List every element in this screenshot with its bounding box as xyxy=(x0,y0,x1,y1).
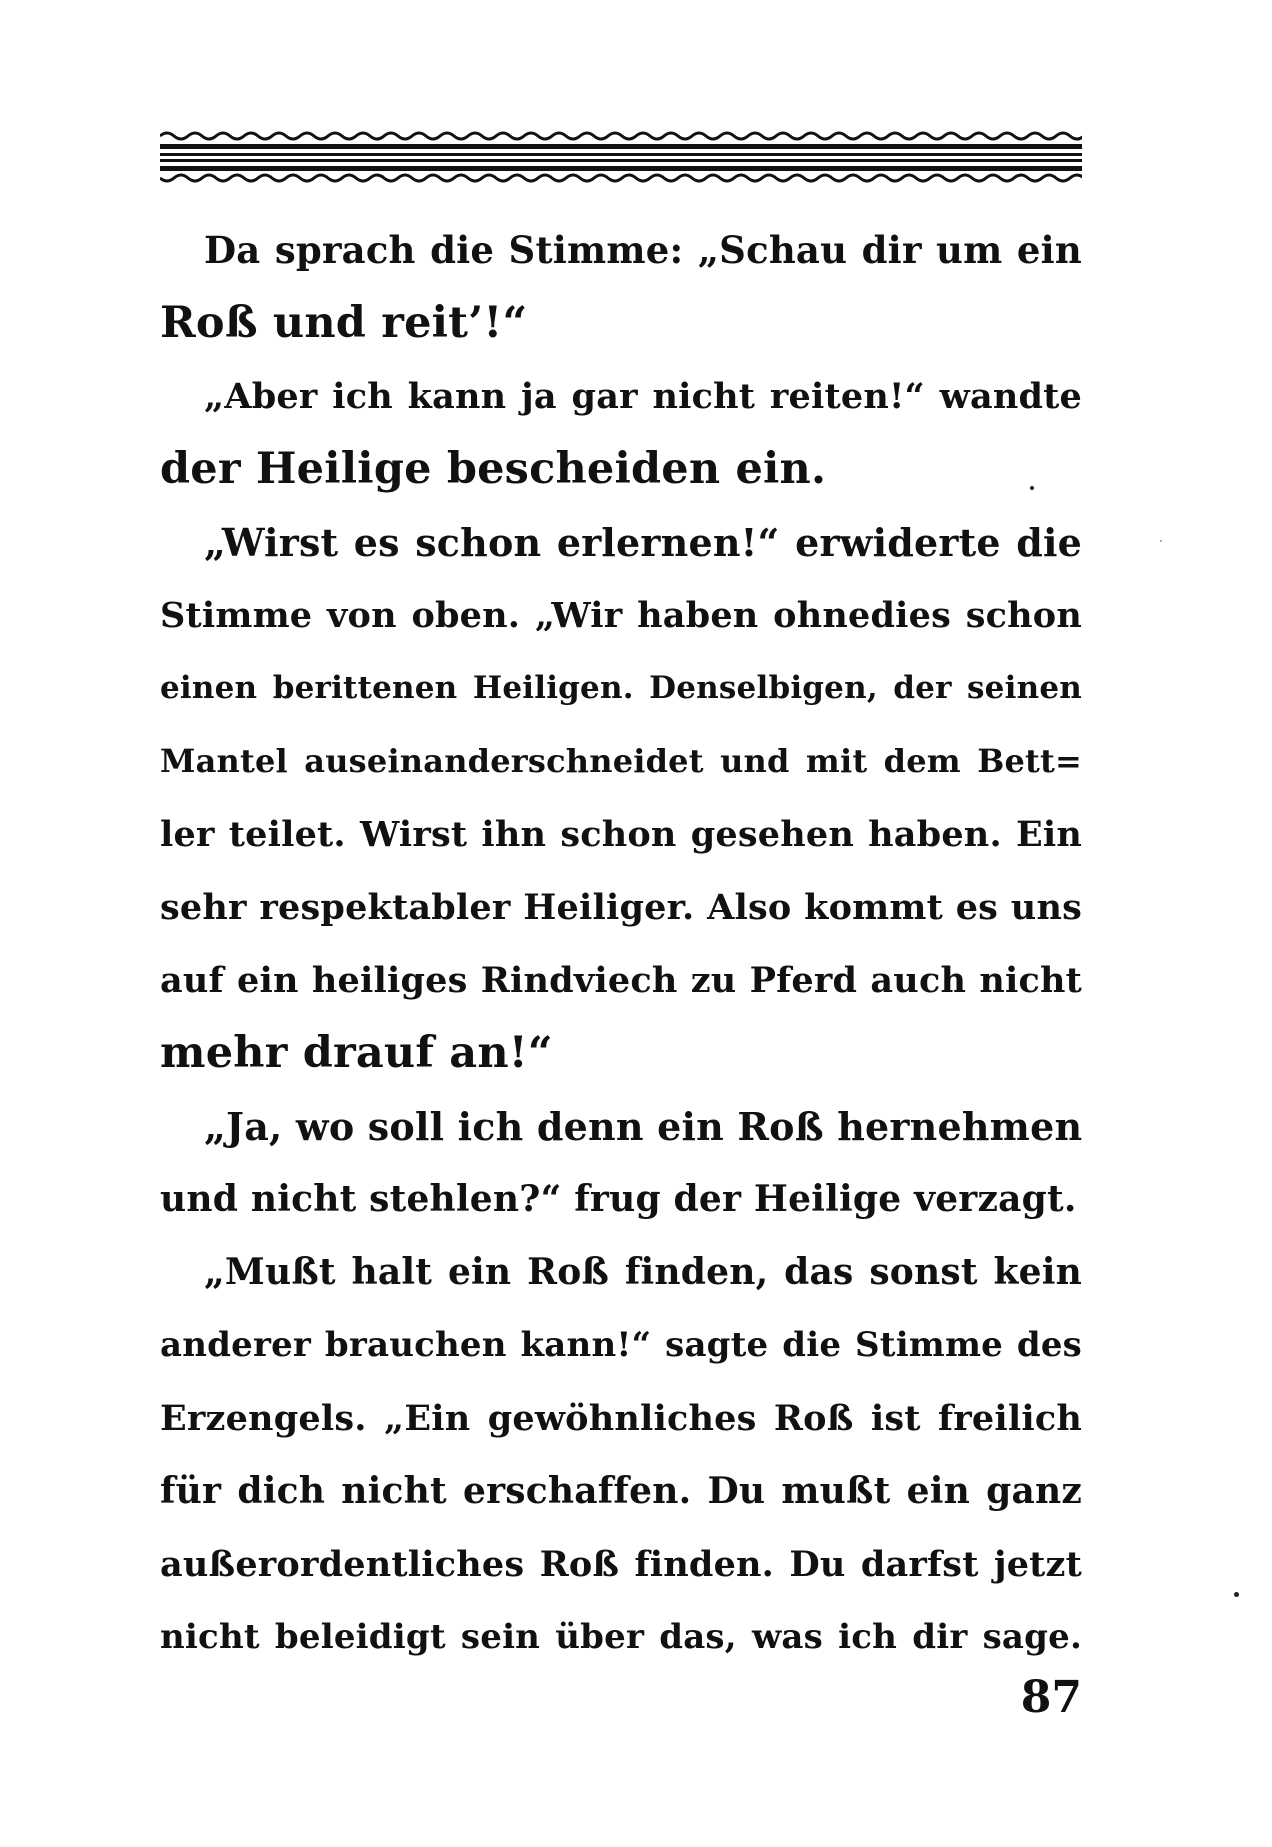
text-line: auf ein heiliges Rindviech zu Pferd auch nicht xyxy=(160,960,1082,1001)
text-line: für dich nicht erschaffen. Du mußt ein ganz xyxy=(160,1470,1082,1512)
text-line: sehr respektabler Heiliger. Also kommt es uns xyxy=(160,887,1082,928)
body-text xyxy=(160,214,1082,1674)
text-line: der Heilige bescheiden ein. xyxy=(160,444,827,494)
text-line: Da sprach die Stimme: „Schau dir um ein xyxy=(204,228,1082,272)
text-line: Erzengels. „Ein gewöhnliches Roß ist freilich xyxy=(160,1398,1082,1439)
text-line: „Ja, wo soll ich denn ein Roß hernehmen xyxy=(204,1104,1083,1149)
text-line: „Wirst es schon erlernen!“ erwiderte die xyxy=(204,520,1082,565)
double-wave-rule-icon xyxy=(160,128,1082,186)
page-number: 87 xyxy=(1020,1672,1082,1723)
text-line: einen berittenen Heiligen. Denselbigen, der seinen xyxy=(160,670,1082,706)
scan-speck xyxy=(1030,486,1034,490)
text-line: und nicht stehlen?“ frug der Heilige verzagt. xyxy=(160,1178,1077,1220)
text-line: Roß und reit’!“ xyxy=(160,298,528,348)
text-line: „Mußt halt ein Roß finden, das sonst kein xyxy=(204,1251,1082,1293)
text-line: Stimme von oben. „Wir haben ohnedies schon xyxy=(160,595,1082,636)
text-line: außerordentliches Roß finden. Du darfst jetzt xyxy=(160,1544,1082,1585)
text-line: nicht beleidigt sein über das, was ich dir sage. xyxy=(160,1617,1082,1657)
text-line: ler teilet. Wirst ihn schon gesehen haben. Ein xyxy=(160,814,1082,855)
text-line: mehr drauf an!“ xyxy=(160,1028,553,1078)
scan-speck xyxy=(1160,540,1162,542)
text-line: Mantel auseinanderschneidet und mit dem Bett= xyxy=(160,742,1082,780)
text-line: anderer brauchen kann!“ sagte die Stimme des xyxy=(160,1325,1082,1365)
scan-speck xyxy=(1234,1592,1239,1597)
text-line: „Aber ich kann ja gar nicht reiten!“ wandte xyxy=(204,376,1082,417)
